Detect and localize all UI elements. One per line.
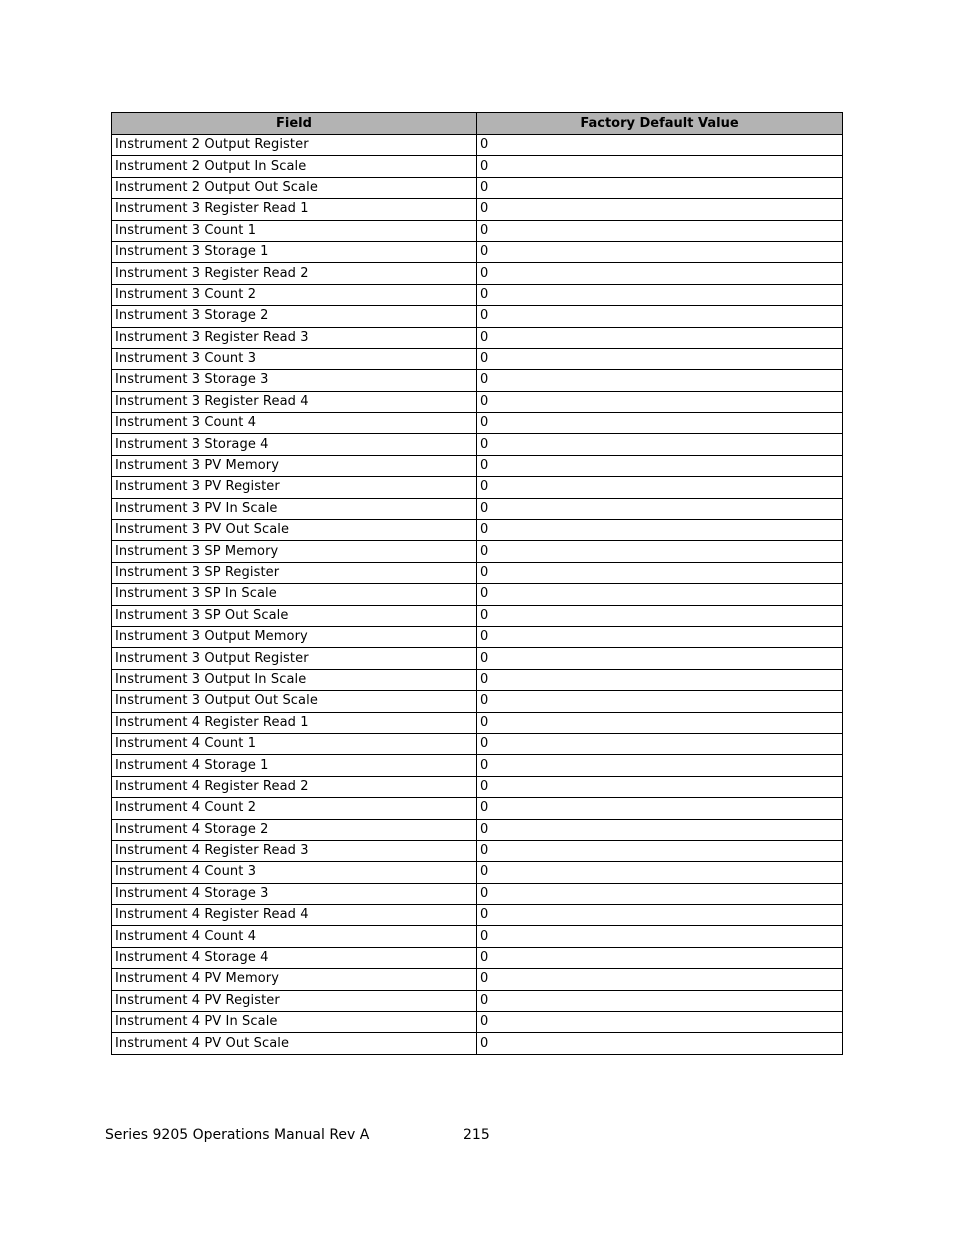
table-row — [112, 712, 843, 733]
default-value-cell: 0 — [477, 776, 843, 797]
field-name-cell: Instrument 4 Count 1 — [112, 733, 477, 754]
table-row — [112, 947, 843, 968]
table-row — [112, 1012, 843, 1033]
table-row — [112, 455, 843, 476]
footer-manual-title: Series 9205 Operations Manual Rev A — [105, 1127, 370, 1143]
table-row — [112, 1033, 843, 1054]
default-value-cell: 0 — [477, 327, 843, 348]
field-name-cell: Instrument 3 Register Read 2 — [112, 263, 477, 284]
table-row — [112, 648, 843, 669]
table-header — [112, 113, 843, 135]
field-name-cell: Instrument 3 SP In Scale — [112, 584, 477, 605]
default-value-cell: 0 — [477, 348, 843, 369]
default-value-cell: 0 — [477, 413, 843, 434]
table-row — [112, 755, 843, 776]
default-value-cell: 0 — [477, 691, 843, 712]
default-value-cell: 0 — [477, 391, 843, 412]
default-value-cell: 0 — [477, 370, 843, 391]
table-row — [112, 905, 843, 926]
default-value-cell: 0 — [477, 1033, 843, 1054]
table-row — [112, 348, 843, 369]
table-row — [112, 605, 843, 626]
table-row — [112, 798, 843, 819]
column-header-field: Field — [112, 113, 477, 135]
table-row — [112, 306, 843, 327]
table-row — [112, 776, 843, 797]
default-value-cell: 0 — [477, 883, 843, 904]
field-name-cell: Instrument 3 Output In Scale — [112, 669, 477, 690]
table-row — [112, 541, 843, 562]
default-value-cell: 0 — [477, 733, 843, 754]
field-name-cell: Instrument 3 Register Read 4 — [112, 391, 477, 412]
table-row — [112, 626, 843, 647]
default-value-cell: 0 — [477, 306, 843, 327]
table-row — [112, 969, 843, 990]
table-row — [112, 391, 843, 412]
table-row — [112, 284, 843, 305]
default-value-cell: 0 — [477, 648, 843, 669]
default-value-cell: 0 — [477, 862, 843, 883]
default-value-cell: 0 — [477, 541, 843, 562]
default-value-cell: 0 — [477, 1012, 843, 1033]
default-value-cell: 0 — [477, 156, 843, 177]
table-row — [112, 819, 843, 840]
table-row — [112, 562, 843, 583]
default-value-cell: 0 — [477, 819, 843, 840]
default-value-cell: 0 — [477, 840, 843, 861]
field-name-cell: Instrument 4 Storage 4 — [112, 947, 477, 968]
field-name-cell: Instrument 2 Output In Scale — [112, 156, 477, 177]
field-name-cell: Instrument 3 Storage 4 — [112, 434, 477, 455]
field-name-cell: Instrument 4 Storage 2 — [112, 819, 477, 840]
field-name-cell: Instrument 3 Storage 3 — [112, 370, 477, 391]
default-value-cell: 0 — [477, 798, 843, 819]
field-name-cell: Instrument 3 Output Out Scale — [112, 691, 477, 712]
default-value-cell: 0 — [477, 220, 843, 241]
field-name-cell: Instrument 4 Count 4 — [112, 926, 477, 947]
field-name-cell: Instrument 2 Output Register — [112, 135, 477, 156]
factory-defaults-table — [111, 112, 843, 1055]
field-name-cell: Instrument 4 Storage 1 — [112, 755, 477, 776]
default-value-cell: 0 — [477, 605, 843, 626]
table-row — [112, 177, 843, 198]
table-row — [112, 520, 843, 541]
field-name-cell: Instrument 4 PV Register — [112, 990, 477, 1011]
field-name-cell: Instrument 3 Count 3 — [112, 348, 477, 369]
field-name-cell: Instrument 4 Register Read 1 — [112, 712, 477, 733]
default-value-cell: 0 — [477, 498, 843, 519]
field-name-cell: Instrument 3 PV Memory — [112, 455, 477, 476]
table-row — [112, 840, 843, 861]
table-row — [112, 691, 843, 712]
field-name-cell: Instrument 3 Storage 1 — [112, 241, 477, 262]
table-row — [112, 584, 843, 605]
field-name-cell: Instrument 4 Count 3 — [112, 862, 477, 883]
table-row — [112, 220, 843, 241]
field-name-cell: Instrument 3 Count 1 — [112, 220, 477, 241]
field-name-cell: Instrument 3 SP Memory — [112, 541, 477, 562]
default-value-cell: 0 — [477, 263, 843, 284]
default-value-cell: 0 — [477, 177, 843, 198]
table-row — [112, 327, 843, 348]
field-name-cell: Instrument 3 Count 4 — [112, 413, 477, 434]
field-name-cell: Instrument 3 PV In Scale — [112, 498, 477, 519]
default-value-cell: 0 — [477, 434, 843, 455]
field-name-cell: Instrument 4 Register Read 3 — [112, 840, 477, 861]
default-value-cell: 0 — [477, 905, 843, 926]
field-name-cell: Instrument 3 Output Register — [112, 648, 477, 669]
field-name-cell: Instrument 3 Register Read 1 — [112, 199, 477, 220]
field-name-cell: Instrument 3 SP Out Scale — [112, 605, 477, 626]
table-row — [112, 434, 843, 455]
field-name-cell: Instrument 4 PV Out Scale — [112, 1033, 477, 1054]
table-row — [112, 926, 843, 947]
table-row — [112, 862, 843, 883]
table-header-row — [112, 113, 843, 135]
field-name-cell: Instrument 3 Count 2 — [112, 284, 477, 305]
table-row — [112, 990, 843, 1011]
default-value-cell: 0 — [477, 199, 843, 220]
table-row — [112, 135, 843, 156]
table-body — [112, 135, 843, 1055]
field-name-cell: Instrument 4 Register Read 4 — [112, 905, 477, 926]
default-value-cell: 0 — [477, 477, 843, 498]
field-name-cell: Instrument 3 Output Memory — [112, 626, 477, 647]
default-value-cell: 0 — [477, 969, 843, 990]
default-value-cell: 0 — [477, 284, 843, 305]
field-name-cell: Instrument 3 SP Register — [112, 562, 477, 583]
default-value-cell: 0 — [477, 990, 843, 1011]
default-value-cell: 0 — [477, 135, 843, 156]
field-name-cell: Instrument 4 Count 2 — [112, 798, 477, 819]
table-row — [112, 263, 843, 284]
field-name-cell: Instrument 4 PV In Scale — [112, 1012, 477, 1033]
default-value-cell: 0 — [477, 562, 843, 583]
table-row — [112, 413, 843, 434]
table-row — [112, 156, 843, 177]
field-name-cell: Instrument 3 PV Out Scale — [112, 520, 477, 541]
table-row — [112, 477, 843, 498]
field-name-cell: Instrument 4 Storage 3 — [112, 883, 477, 904]
table-row — [112, 199, 843, 220]
default-value-cell: 0 — [477, 626, 843, 647]
table-row — [112, 669, 843, 690]
field-name-cell: Instrument 4 Register Read 2 — [112, 776, 477, 797]
default-value-cell: 0 — [477, 947, 843, 968]
default-value-cell: 0 — [477, 241, 843, 262]
field-name-cell: Instrument 3 Register Read 3 — [112, 327, 477, 348]
default-value-cell: 0 — [477, 755, 843, 776]
table-row — [112, 498, 843, 519]
default-value-cell: 0 — [477, 712, 843, 733]
field-name-cell: Instrument 3 Storage 2 — [112, 306, 477, 327]
table-row — [112, 883, 843, 904]
column-header-default-value: Factory Default Value — [477, 113, 843, 135]
field-name-cell: Instrument 2 Output Out Scale — [112, 177, 477, 198]
footer-page-number: 215 — [463, 1127, 490, 1143]
default-value-cell: 0 — [477, 926, 843, 947]
default-value-cell: 0 — [477, 520, 843, 541]
field-name-cell: Instrument 3 PV Register — [112, 477, 477, 498]
default-value-cell: 0 — [477, 669, 843, 690]
field-name-cell: Instrument 4 PV Memory — [112, 969, 477, 990]
table-row — [112, 241, 843, 262]
default-value-cell: 0 — [477, 455, 843, 476]
default-value-cell: 0 — [477, 584, 843, 605]
table-row — [112, 733, 843, 754]
table-row — [112, 370, 843, 391]
